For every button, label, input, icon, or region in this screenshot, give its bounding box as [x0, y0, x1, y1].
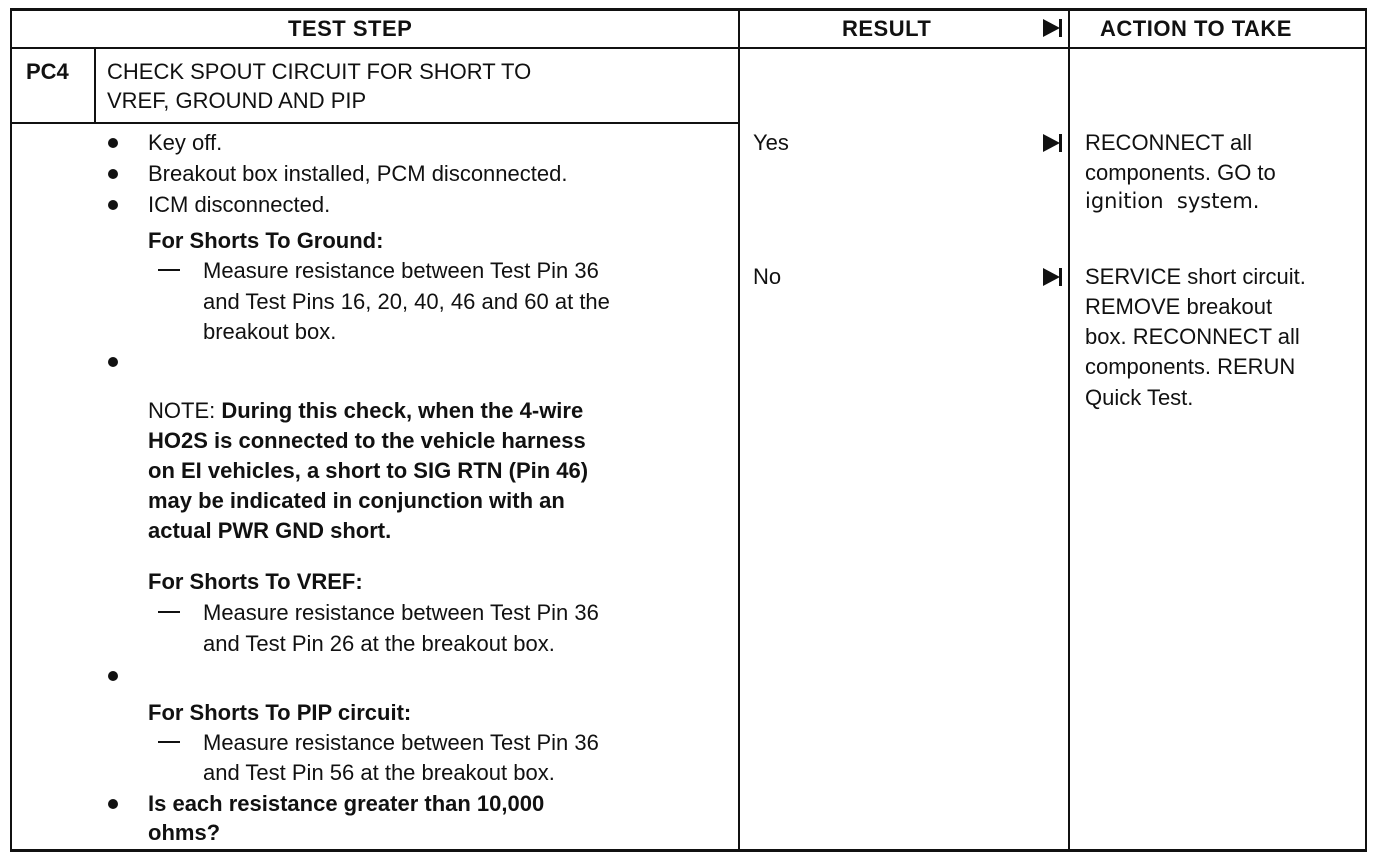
pip-line-1: Measure resistance between Test Pin 36 — [203, 730, 599, 755]
step-id-divider — [94, 47, 96, 123]
question-line-1: Is each resistance greater than 10,000 — [148, 791, 545, 816]
note-line-3: on EI vehicles, a short to SIG RTN (Pin 46) — [148, 458, 589, 483]
header-test-step: TEST STEP — [288, 16, 413, 41]
step-id: PC4 — [26, 59, 69, 84]
note-label: NOTE: — [148, 398, 216, 423]
action-yes-line-1: RECONNECT all — [1085, 130, 1253, 155]
header-action-to-take: ACTION TO TAKE — [1100, 16, 1292, 41]
step-title-line-2: VREF, GROUND AND PIP — [107, 88, 367, 113]
result-arrow-icon — [1043, 134, 1060, 152]
action-yes-line-2: components. GO to — [1085, 160, 1276, 185]
dash-icon — [158, 611, 180, 613]
vref-line-2: and Test Pin 26 at the breakout box. — [203, 631, 555, 656]
pip-line-2: and Test Pin 56 at the breakout box. — [203, 760, 555, 785]
dash-icon — [158, 741, 180, 743]
column-divider-result — [738, 8, 740, 852]
ground-heading: For Shorts To Ground: — [148, 228, 384, 253]
step-title-line-1: CHECK SPOUT CIRCUIT FOR SHORT TO — [107, 59, 532, 84]
condition-item: ICM disconnected. — [148, 192, 331, 217]
bullet-icon — [108, 138, 118, 148]
condition-item: Key off. — [148, 130, 223, 155]
header-arrow-icon — [1043, 19, 1060, 37]
note-line-5: actual PWR GND short. — [148, 518, 392, 543]
bullet-icon — [108, 169, 118, 179]
pip-heading: For Shorts To PIP circuit: — [148, 700, 412, 725]
table-top-border — [10, 8, 1367, 11]
vref-line-1: Measure resistance between Test Pin 36 — [203, 600, 599, 625]
result-yes: Yes — [753, 130, 789, 155]
bullet-icon — [108, 671, 118, 681]
action-no-line-3: box. RECONNECT all — [1085, 324, 1300, 349]
column-divider-action — [1068, 8, 1070, 852]
condition-item: Breakout box installed, PCM disconnected. — [148, 161, 568, 186]
bullet-icon — [108, 357, 118, 367]
note-line-1 — [148, 396, 583, 427]
header-bottom-border — [10, 47, 1367, 49]
action-no-line-5: Quick Test. — [1085, 385, 1194, 410]
table-left-border — [10, 8, 12, 852]
ground-line-2: and Test Pins 16, 20, 40, 46 and 60 at the — [203, 289, 610, 314]
note-line-2: HO2S is connected to the vehicle harness — [148, 428, 586, 453]
step-title-bottom-border — [10, 122, 740, 124]
question-line-2: ohms? — [148, 820, 221, 845]
action-no-line-2: REMOVE breakout — [1085, 294, 1273, 319]
ground-line-1: Measure resistance between Test Pin 36 — [203, 258, 599, 283]
result-arrow-icon — [1043, 268, 1060, 286]
ground-line-3: breakout box. — [203, 319, 337, 344]
action-yes-line-3: ignition system. — [1085, 189, 1260, 213]
table-bottom-border — [10, 849, 1367, 852]
bullet-icon — [108, 200, 118, 210]
bullet-icon — [108, 799, 118, 809]
header-result: RESULT — [842, 16, 932, 41]
table-right-border — [1365, 8, 1367, 852]
result-no: No — [753, 264, 782, 289]
dash-icon — [158, 269, 180, 271]
action-no-line-1: SERVICE short circuit. — [1085, 264, 1306, 289]
vref-heading: For Shorts To VREF: — [148, 569, 363, 594]
note-text: During this check, when the 4-wire — [221, 398, 584, 423]
note-line-4: may be indicated in conjunction with an — [148, 488, 565, 513]
action-no-line-4: components. RERUN — [1085, 354, 1296, 379]
